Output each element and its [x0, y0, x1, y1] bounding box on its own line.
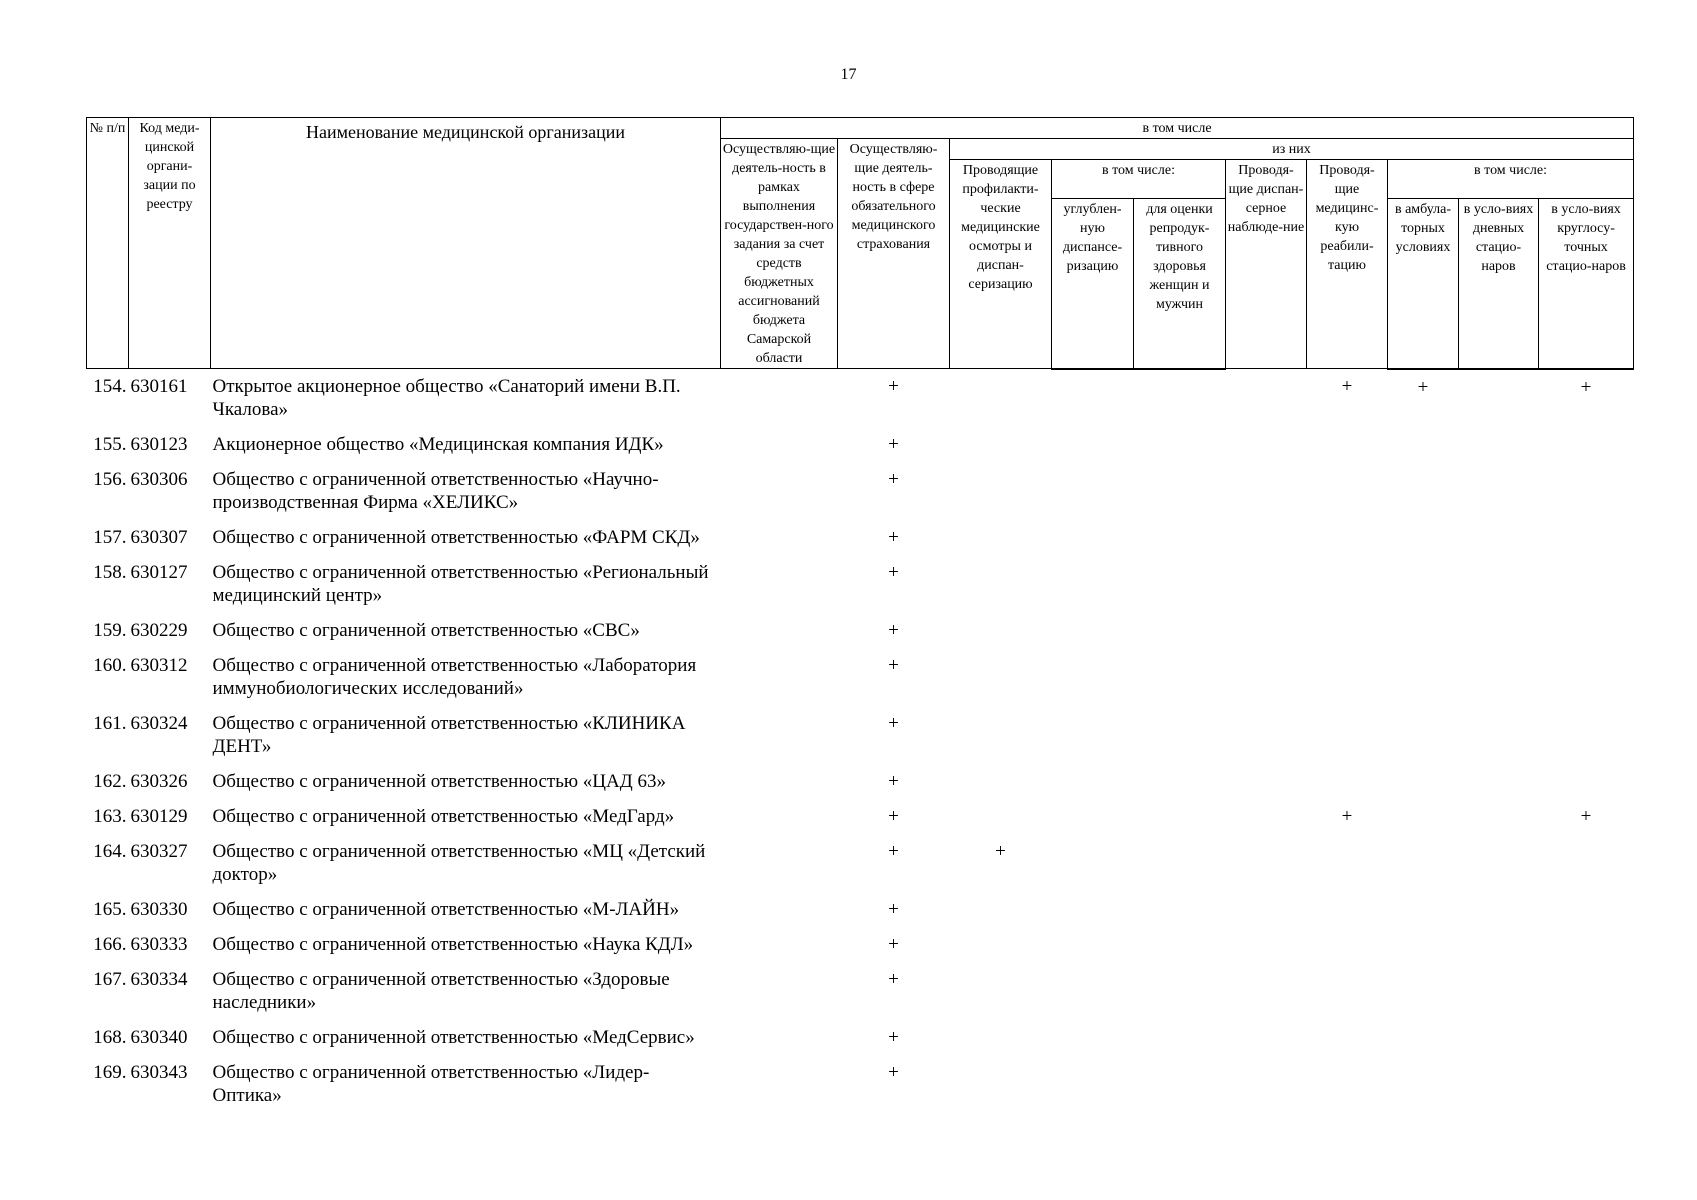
- organization-code: 630306: [130, 469, 188, 490]
- table-body: [87, 369, 1634, 1114]
- mark-cell: [721, 764, 838, 799]
- mark-cell: [1388, 1055, 1459, 1113]
- organization-name: Акционерное общество «Медицинская компания ИДК»: [212, 434, 664, 455]
- header-deep: углублен-ную диспансе-ризацию: [1052, 198, 1134, 369]
- header-day-hospital: в усло-виях дневных стацио-наров: [1459, 198, 1539, 369]
- mark-cell: [1134, 706, 1226, 764]
- mark-cell: [1052, 799, 1134, 834]
- row-number: 155.: [93, 434, 127, 455]
- mark-cell: [1459, 799, 1539, 834]
- mark-cell: +: [888, 934, 899, 955]
- table-row: [87, 520, 1634, 555]
- table-header: [87, 118, 1634, 369]
- mark-cell: [721, 462, 838, 520]
- table-row: [87, 648, 1634, 706]
- mark-cell: [1388, 927, 1459, 962]
- mark-cell: [1052, 462, 1134, 520]
- mark-cell: [1307, 927, 1388, 962]
- mark-cell: +: [888, 969, 899, 990]
- table-row: [87, 764, 1634, 799]
- table-row: [87, 462, 1634, 520]
- mark-cell: [721, 834, 838, 892]
- mark-cell: +: [1580, 376, 1592, 398]
- organization-code: 630161: [130, 376, 188, 397]
- table-row: [87, 1055, 1634, 1113]
- organization-name: Общество с ограниченной ответственностью «МедГард»: [212, 806, 675, 827]
- header-of-them: из них: [950, 139, 1634, 160]
- mark-cell: [1388, 799, 1459, 834]
- mark-cell: [1307, 706, 1388, 764]
- mark-cell: [1307, 648, 1388, 706]
- mark-cell: [1226, 1020, 1307, 1055]
- mark-cell: [1052, 369, 1134, 428]
- organization-name: Общество с ограниченной ответственностью «Лидер-Оптика»: [212, 1062, 650, 1106]
- mark-cell: [1134, 613, 1226, 648]
- mark-cell: [1459, 555, 1539, 613]
- mark-cell: [950, 1020, 1052, 1055]
- row-number: 163.: [93, 806, 127, 827]
- organization-name: Общество с ограниченной ответственностью «Здоровые наследники»: [212, 969, 670, 1013]
- mark-cell: +: [888, 562, 899, 583]
- mark-cell: [1539, 706, 1634, 764]
- mark-cell: [1459, 369, 1539, 428]
- mark-cell: [1388, 462, 1459, 520]
- mark-cell: [1459, 927, 1539, 962]
- mark-cell: [1539, 962, 1634, 1020]
- mark-cell: [1226, 648, 1307, 706]
- mark-cell: [721, 1055, 838, 1113]
- mark-cell: [1539, 555, 1634, 613]
- row-number: 160.: [93, 655, 127, 676]
- mark-cell: [1307, 462, 1388, 520]
- mark-cell: [1388, 648, 1459, 706]
- mark-cell: [1226, 555, 1307, 613]
- mark-cell: [950, 706, 1052, 764]
- mark-cell: [1052, 1020, 1134, 1055]
- header-including-2: в том числе:: [1388, 160, 1634, 199]
- mark-cell: [1134, 927, 1226, 962]
- mark-cell: [1388, 892, 1459, 927]
- mark-cell: +: [888, 771, 899, 792]
- table-row: [87, 1020, 1634, 1055]
- organization-name: Общество с ограниченной ответственностью «МЦ «Детский доктор»: [212, 841, 706, 885]
- mark-cell: [1226, 427, 1307, 462]
- table-row: [87, 799, 1634, 834]
- header-name-text: Наименование медицинской организации: [305, 122, 626, 142]
- mark-cell: [1052, 555, 1134, 613]
- mark-cell: [950, 892, 1052, 927]
- mark-cell: [1388, 555, 1459, 613]
- organization-name: Общество с ограниченной ответственностью «Научно-производственная Фирма «ХЕЛИКС»: [212, 469, 659, 513]
- header-reproductive: для оценки репродук-тивного здоровья женщин и мужчин: [1134, 198, 1226, 369]
- header-state-task: Осуществляю-щие деятель-ность в рамках выполнения государствен-ного задания за счет средств бюджетных ассигнований бюджета Самарской области: [721, 139, 838, 369]
- page-number: 17: [840, 66, 857, 83]
- mark-cell: [1052, 927, 1134, 962]
- organization-name: Общество с ограниченной ответственностью «СВС»: [212, 620, 640, 641]
- organization-code: 630307: [130, 527, 188, 548]
- organization-code: 630127: [130, 562, 188, 583]
- header-code: Код меди-цинской органи-зации по реестру: [129, 118, 211, 369]
- organization-code: 630229: [130, 620, 188, 641]
- mark-cell: [1226, 369, 1307, 428]
- mark-cell: [1226, 706, 1307, 764]
- header-including-1: в том числе:: [1052, 160, 1226, 199]
- mark-cell: [1052, 613, 1134, 648]
- mark-cell: [1459, 764, 1539, 799]
- mark-cell: [950, 764, 1052, 799]
- table-row: [87, 427, 1634, 462]
- mark-cell: [1134, 892, 1226, 927]
- mark-cell: [1307, 1055, 1388, 1113]
- header-ambulatory: в амбула-торных условиях: [1388, 198, 1459, 369]
- mark-cell: [1539, 427, 1634, 462]
- mark-cell: [1459, 427, 1539, 462]
- mark-cell: [1459, 1020, 1539, 1055]
- mark-cell: [721, 1020, 838, 1055]
- registry-table: [86, 117, 1634, 1113]
- row-number: 166.: [93, 934, 127, 955]
- mark-cell: +: [888, 527, 899, 548]
- organization-name: Общество с ограниченной ответственностью «ЦАД 63»: [212, 771, 666, 792]
- mark-cell: [950, 520, 1052, 555]
- mark-cell: [1459, 962, 1539, 1020]
- mark-cell: [1226, 764, 1307, 799]
- mark-cell: +: [888, 899, 899, 920]
- mark-cell: [1226, 892, 1307, 927]
- mark-cell: [1388, 962, 1459, 1020]
- mark-cell: [1539, 613, 1634, 648]
- mark-cell: [721, 706, 838, 764]
- mark-cell: [1052, 962, 1134, 1020]
- mark-cell: [1052, 427, 1134, 462]
- mark-cell: [1307, 764, 1388, 799]
- mark-cell: [1052, 648, 1134, 706]
- mark-cell: [1539, 764, 1634, 799]
- header-name: [211, 118, 721, 369]
- mark-cell: [1307, 555, 1388, 613]
- mark-cell: [721, 555, 838, 613]
- mark-cell: [950, 648, 1052, 706]
- mark-cell: [1052, 764, 1134, 799]
- mark-cell: [721, 369, 838, 428]
- mark-cell: [950, 613, 1052, 648]
- mark-cell: [1307, 613, 1388, 648]
- table-row: [87, 927, 1634, 962]
- mark-cell: [1459, 834, 1539, 892]
- mark-cell: [1226, 962, 1307, 1020]
- mark-cell: [1134, 462, 1226, 520]
- mark-cell: [1134, 1055, 1226, 1113]
- mark-cell: +: [888, 620, 899, 641]
- mark-cell: [1388, 427, 1459, 462]
- mark-cell: [721, 892, 838, 927]
- mark-cell: [1539, 892, 1634, 927]
- table-row: [87, 834, 1634, 892]
- mark-cell: [1388, 613, 1459, 648]
- mark-cell: [950, 369, 1052, 428]
- organization-name: Общество с ограниченной ответственностью «КЛИНИКА ДЕНТ»: [212, 713, 686, 757]
- table-row: [87, 706, 1634, 764]
- row-number: 154.: [93, 376, 127, 397]
- row-number: 158.: [93, 562, 127, 583]
- mark-cell: +: [888, 1062, 899, 1083]
- mark-cell: [1539, 462, 1634, 520]
- mark-cell: +: [1341, 806, 1353, 827]
- organization-code: 630326: [130, 771, 188, 792]
- mark-cell: [1539, 520, 1634, 555]
- mark-cell: [1052, 706, 1134, 764]
- mark-cell: [1226, 927, 1307, 962]
- mark-cell: [1539, 1020, 1634, 1055]
- mark-cell: [1226, 799, 1307, 834]
- organization-name: Общество с ограниченной ответственностью «Региональный медицинский центр»: [212, 562, 709, 606]
- mark-cell: [950, 1055, 1052, 1113]
- mark-cell: [721, 799, 838, 834]
- mark-cell: [1388, 1020, 1459, 1055]
- organization-code: 630333: [130, 934, 188, 955]
- header-in-that-number: в том числе: [721, 118, 1634, 139]
- mark-cell: [1134, 369, 1226, 428]
- mark-cell: [1226, 1055, 1307, 1113]
- mark-cell: [721, 427, 838, 462]
- mark-cell: [950, 962, 1052, 1020]
- mark-cell: +: [888, 806, 899, 827]
- mark-cell: [1052, 520, 1134, 555]
- organization-code: 630129: [130, 806, 188, 827]
- mark-cell: [1307, 1020, 1388, 1055]
- mark-cell: [1307, 834, 1388, 892]
- row-number: 159.: [93, 620, 127, 641]
- mark-cell: [1459, 648, 1539, 706]
- mark-cell: [721, 613, 838, 648]
- organization-name: Общество с ограниченной ответственностью «Лаборатория иммунобиологических исследований»: [212, 655, 697, 699]
- mark-cell: +: [888, 434, 899, 455]
- mark-cell: +: [888, 655, 899, 676]
- mark-cell: +: [888, 376, 899, 397]
- mark-cell: [1134, 520, 1226, 555]
- row-number: 157.: [93, 527, 127, 548]
- mark-cell: [1052, 892, 1134, 927]
- header-dispensary: Проводя-щие диспан-серное наблюде-ние: [1226, 160, 1307, 369]
- table-row: [87, 555, 1634, 613]
- mark-cell: +: [1580, 806, 1592, 827]
- mark-cell: +: [888, 841, 899, 862]
- mark-cell: [1134, 1020, 1226, 1055]
- table-row: [87, 962, 1634, 1020]
- row-number: 164.: [93, 841, 127, 862]
- mark-cell: +: [995, 841, 1006, 862]
- mark-cell: [721, 520, 838, 555]
- row-number: 161.: [93, 713, 127, 734]
- organization-name: Общество с ограниченной ответственностью «МедСервис»: [212, 1027, 695, 1048]
- mark-cell: [1226, 613, 1307, 648]
- organization-code: 630123: [130, 434, 188, 455]
- organization-code: 630343: [130, 1062, 188, 1083]
- mark-cell: [1134, 799, 1226, 834]
- mark-cell: [1134, 834, 1226, 892]
- row-number: 162.: [93, 771, 127, 792]
- mark-cell: +: [888, 1027, 899, 1048]
- mark-cell: [1307, 892, 1388, 927]
- table-row: [87, 613, 1634, 648]
- mark-cell: +: [888, 713, 899, 734]
- mark-cell: [1307, 520, 1388, 555]
- mark-cell: [1459, 462, 1539, 520]
- organization-code: 630324: [130, 713, 188, 734]
- organization-name: Открытое акционерное общество «Санаторий имени В.П. Чкалова»: [212, 376, 681, 420]
- mark-cell: [721, 648, 838, 706]
- mark-cell: [950, 427, 1052, 462]
- mark-cell: [1226, 520, 1307, 555]
- mark-cell: [1134, 962, 1226, 1020]
- mark-cell: [1459, 892, 1539, 927]
- mark-cell: [1052, 834, 1134, 892]
- mark-cell: [1539, 648, 1634, 706]
- mark-cell: [950, 555, 1052, 613]
- organization-name: Общество с ограниченной ответственностью «М-ЛАЙН»: [212, 899, 680, 920]
- mark-cell: [1459, 1055, 1539, 1113]
- table-row: [87, 369, 1634, 428]
- mark-cell: [1134, 555, 1226, 613]
- mark-cell: [1539, 927, 1634, 962]
- mark-cell: [1388, 706, 1459, 764]
- mark-cell: [1459, 613, 1539, 648]
- mark-cell: [721, 962, 838, 1020]
- header-num: № п/п: [87, 118, 129, 369]
- mark-cell: [1388, 520, 1459, 555]
- mark-cell: [1226, 834, 1307, 892]
- header-rehab: Проводя-щие медицинс-кую реабили-тацию: [1307, 160, 1388, 369]
- mark-cell: [1134, 648, 1226, 706]
- mark-cell: [1388, 834, 1459, 892]
- organization-name: Общество с ограниченной ответственностью «Наука КДЛ»: [212, 934, 694, 955]
- row-number: 156.: [93, 469, 127, 490]
- organization-name: Общество с ограниченной ответственностью «ФАРМ СКД»: [212, 527, 700, 548]
- row-number: 169.: [93, 1062, 127, 1083]
- organization-code: 630327: [130, 841, 188, 862]
- mark-cell: [1539, 1055, 1634, 1113]
- mark-cell: [1459, 706, 1539, 764]
- table-row: [87, 892, 1634, 927]
- mark-cell: +: [888, 469, 899, 490]
- mark-cell: [950, 927, 1052, 962]
- header-round-clock: в усло-виях круглосу-точных стацио-наров: [1539, 198, 1634, 369]
- organization-code: 630330: [130, 899, 188, 920]
- mark-cell: [1134, 764, 1226, 799]
- mark-cell: [950, 799, 1052, 834]
- header-prophylactic: Проводящие профилакти-ческие медицинские осмотры и диспан-серизацию: [950, 160, 1052, 369]
- organization-code: 630334: [130, 969, 188, 990]
- organization-code: 630312: [130, 655, 188, 676]
- mark-cell: [1134, 427, 1226, 462]
- mark-cell: [1307, 427, 1388, 462]
- organization-code: 630340: [130, 1027, 188, 1048]
- mark-cell: [1052, 1055, 1134, 1113]
- mark-cell: [1388, 764, 1459, 799]
- row-number: 165.: [93, 899, 127, 920]
- mark-cell: [1307, 962, 1388, 1020]
- mark-cell: +: [1417, 376, 1429, 398]
- mark-cell: [950, 462, 1052, 520]
- row-number: 167.: [93, 969, 127, 990]
- mark-cell: [721, 927, 838, 962]
- mark-cell: [1226, 462, 1307, 520]
- mark-cell: [1539, 834, 1634, 892]
- header-oms: Осуществляю-щие деятель-ность в сфере обязательного медицинского страхования: [838, 139, 950, 369]
- mark-cell: +: [1341, 376, 1353, 397]
- row-number: 168.: [93, 1027, 127, 1048]
- mark-cell: [1459, 520, 1539, 555]
